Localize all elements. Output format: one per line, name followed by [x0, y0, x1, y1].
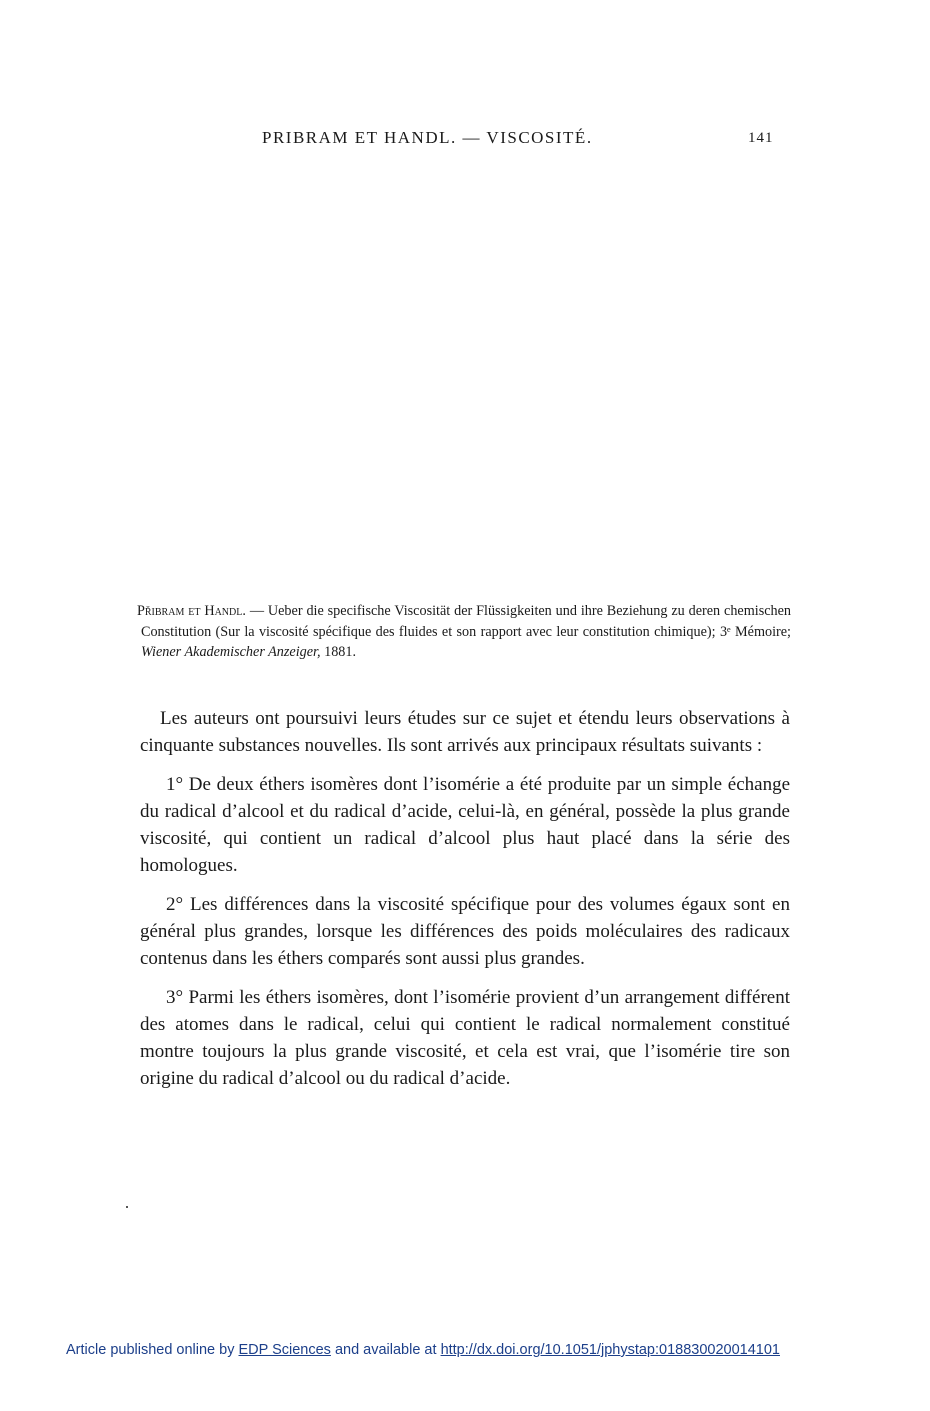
publication-footer: [66, 1342, 780, 1358]
result-paragraph-2: 2° Les différences dans la viscosité spécifique pour des volumes égaux sont en général plus grandes, lorsque les différences des poids moléculaires des radicaux contenus dans les éthers comparés sont aussi plus grandes.: [140, 894, 790, 969]
reference-citation: — Ueber die specifische Viscosität der Flüssigkeiten und ihre Beziehung zu deren chemischen Constitution (Sur la viscosité spécifique des fluides et son rapport avec leur constitution chimique); 3ᵉ Mémoire;: [141, 603, 791, 640]
footer-middle: and available at: [330, 1342, 441, 1358]
result-paragraph-1: 1° De deux éthers isomères dont l’isomérie a été produite par un simple échange du radical d’alcool et du radical d’acide, celui-là, en général, possède la plus grande viscosité, qui contient un radical d’alcool plus haut placé dans la série des homologues.: [140, 774, 790, 876]
reference-year: 1881.: [320, 644, 357, 660]
result-paragraph-3: 3° Parmi les éthers isomères, dont l’isomérie provient d’un arrangement différent des atomes dans le radical, celui qui contient le radical normalement constitué montre toujours la plus grande viscosité, et cela est vrai, que l’isomérie tire son origine du radical d’alcool ou du radical d’acide.: [140, 987, 790, 1089]
doi-link[interactable]: http://dx.doi.org/10.1051/jphystap:018830020014101: [440, 1342, 780, 1358]
publisher-link[interactable]: EDP Sciences: [238, 1342, 331, 1358]
article-body: [140, 705, 790, 1104]
page-number: 141: [748, 130, 774, 146]
stray-ink-mark: [126, 1206, 128, 1208]
running-head: PRIBRAM ET HANDL. — VISCOSITÉ.: [262, 128, 593, 147]
footer-prefix: Article published online by: [66, 1342, 239, 1358]
reference-journal: Wiener Akademischer Anzeiger,: [141, 644, 321, 660]
intro-paragraph: Les auteurs ont poursuivi leurs études sur ce sujet et étendu leurs observations à cinquante substances nouvelles. Ils sont arrivés aux principaux résultats suivants :: [140, 708, 790, 756]
bibliographic-reference: [137, 601, 791, 663]
reference-authors: Přibram et Handl.: [137, 603, 246, 619]
